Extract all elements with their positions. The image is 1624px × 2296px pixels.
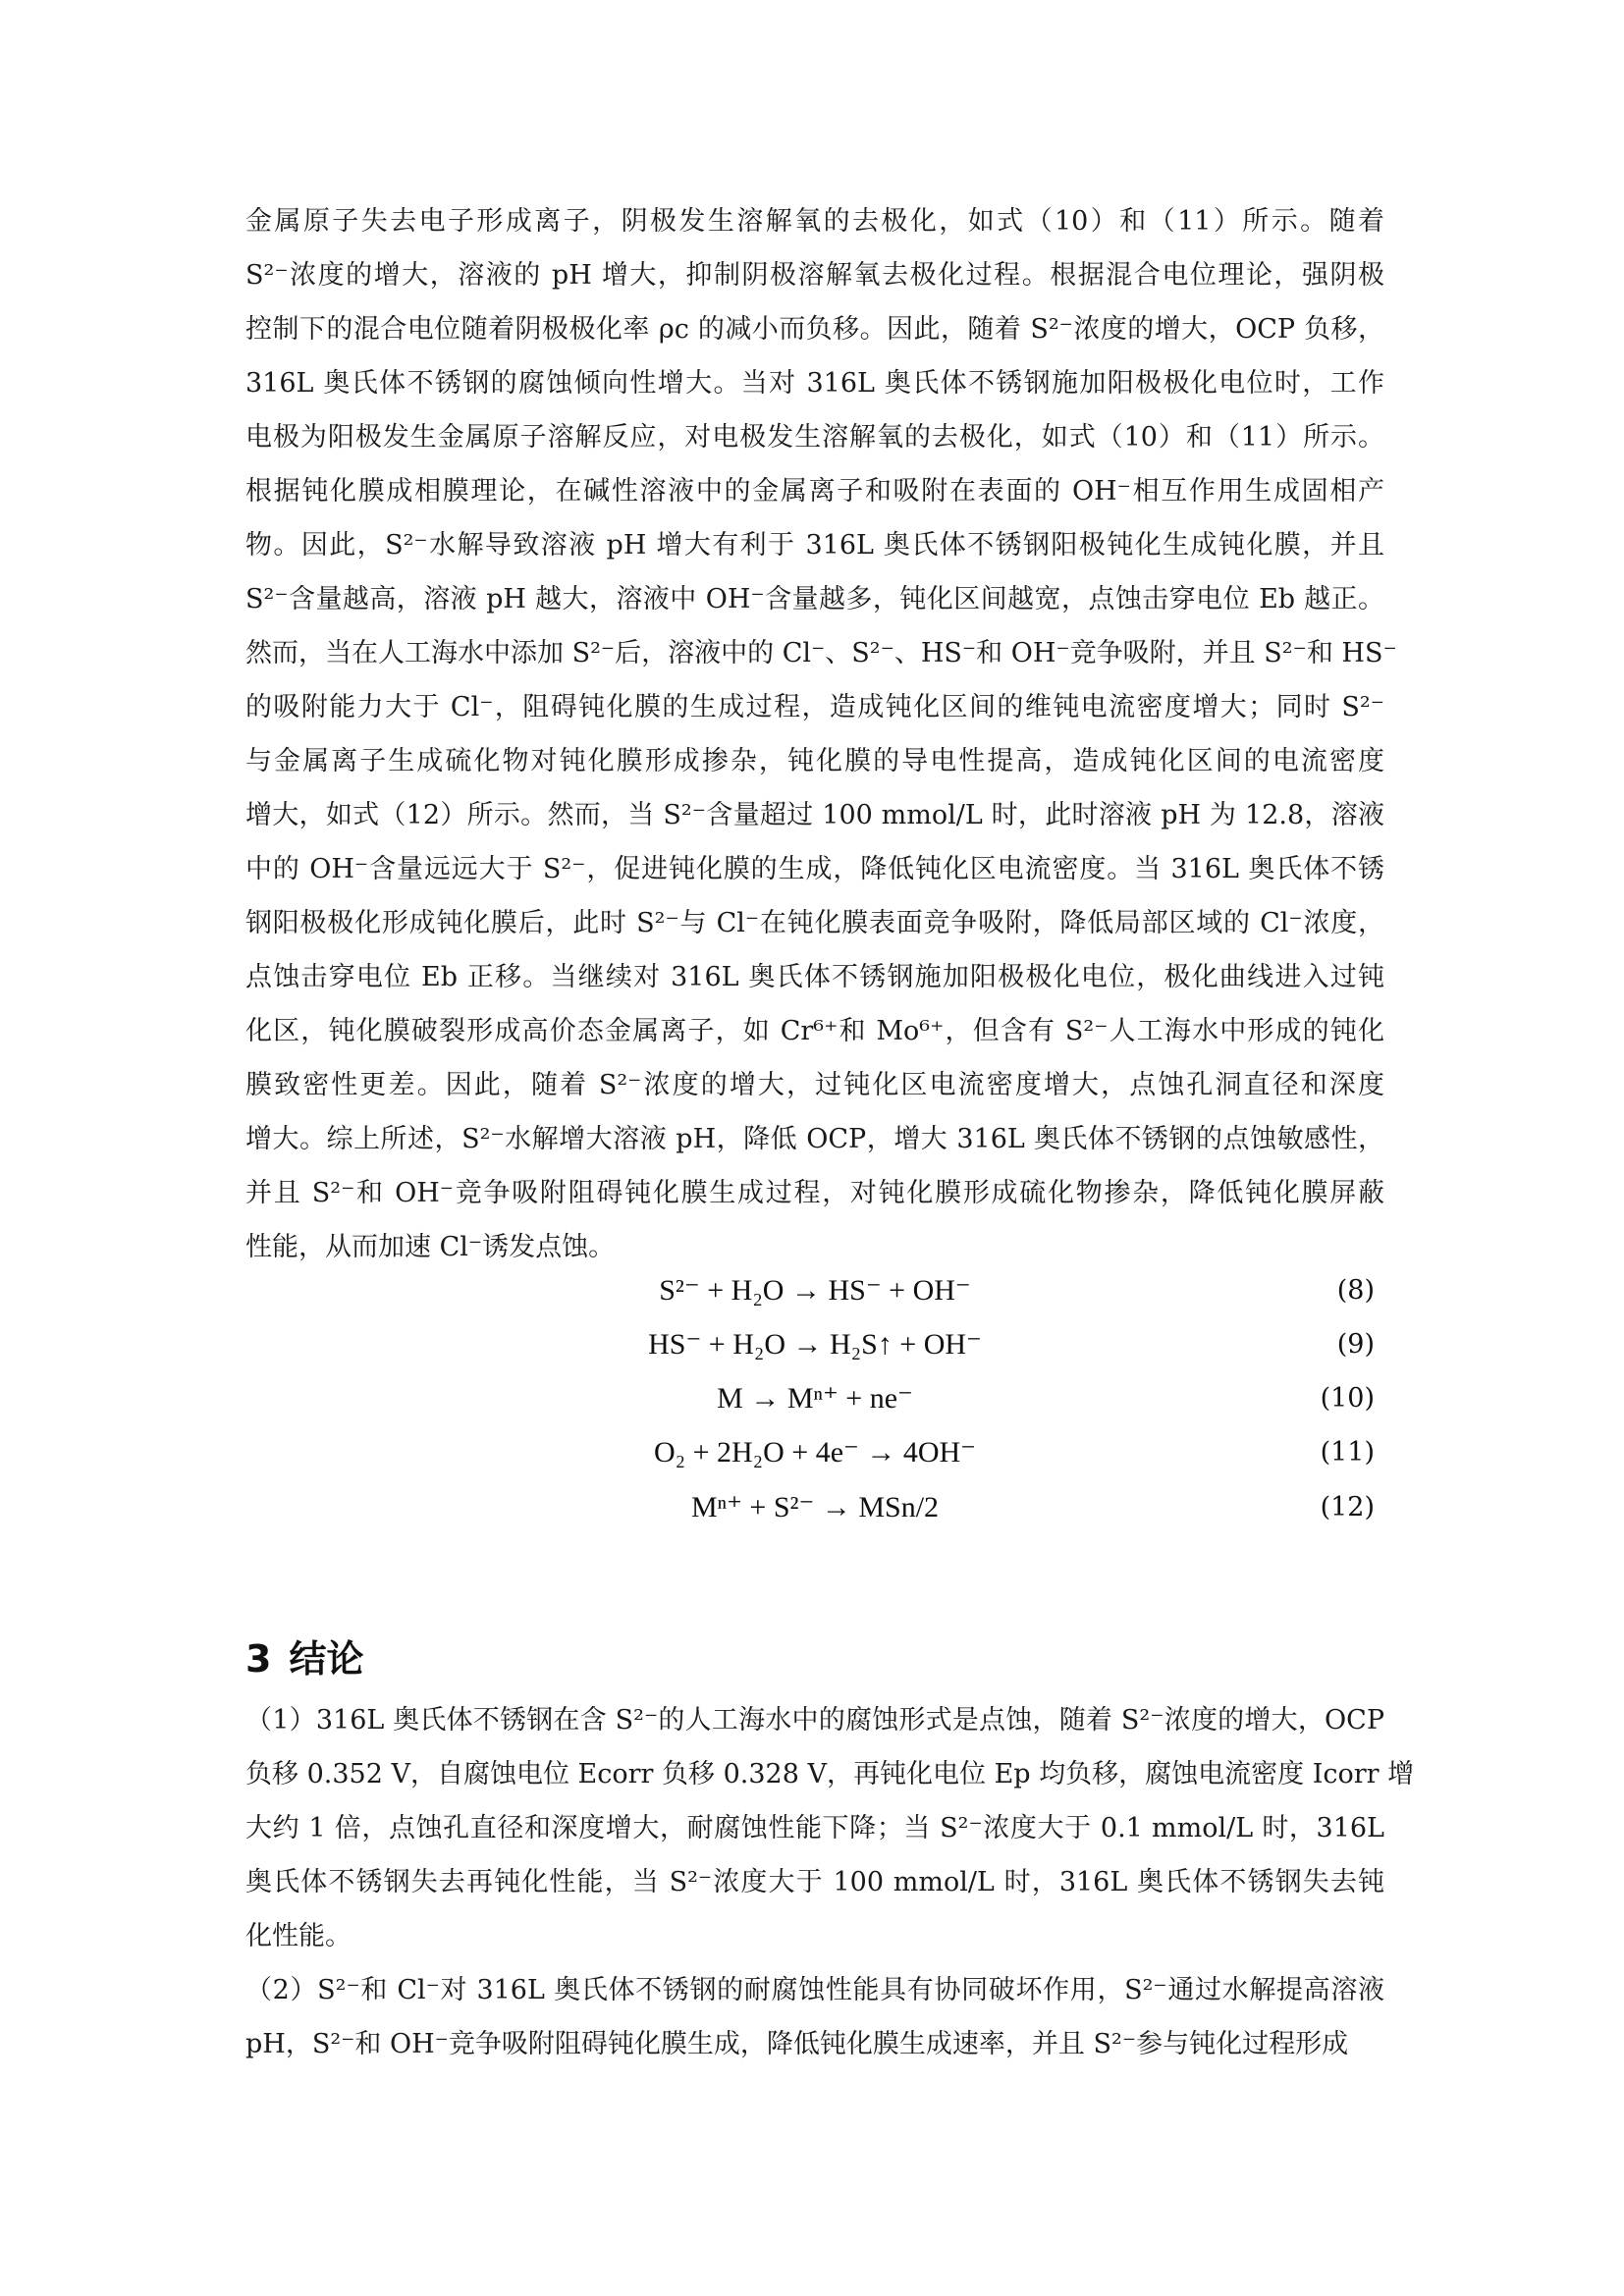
text-line <box>245 896 1384 950</box>
discussion-paragraph <box>245 194 1397 1274</box>
text-line <box>245 1112 1384 1166</box>
text-line-content: 负移 0.352 V，自腐蚀电位 Ecorr 负移 0.328 V，再钝化电位 Ep 均负移，腐蚀电流密度 Icorr 增 <box>245 1759 1415 1789</box>
text-line-content: 化性能。 <box>245 1921 352 1951</box>
section-number: 3 <box>245 1637 272 1681</box>
equation-10 <box>245 1371 1384 1425</box>
text-line <box>245 1058 1384 1112</box>
equation-12 <box>245 1480 1384 1534</box>
text-line <box>245 626 1397 680</box>
text-line <box>245 1747 1415 1801</box>
equation-number: (12) <box>1320 1492 1375 1522</box>
text-line-content: 的吸附能力大于 Cl⁻，阻碍钝化膜的生成过程，造成钝化区间的维钝电流密度增大；同时 S²⁻ <box>245 692 1384 722</box>
text-line-content: S²⁻浓度的增大，溶液的 pH 增大，抑制阴极溶解氧去极化过程。根据混合电位理论，强阴极 <box>245 260 1384 291</box>
text-line <box>245 572 1384 626</box>
equation-8 <box>245 1263 1384 1317</box>
text-line <box>245 2017 1384 2071</box>
text-line-content: 钢阳极极化形成钝化膜后，此时 S²⁻与 Cl⁻在钝化膜表面竞争吸附，降低局部区域的 Cl⁻浓度， <box>245 908 1384 938</box>
text-line-content: 金属原子失去电子形成离子，阴极发生溶解氧的去极化，如式（10）和（11）所示。随着 <box>245 206 1384 237</box>
equation-number: (8) <box>1336 1275 1375 1306</box>
text-line-content: 点蚀击穿电位 Eb 正移。当继续对 316L 奥氏体不锈钢施加阳极极化电位，极化曲线进入过钝 <box>245 962 1384 992</box>
text-line-content: 中的 OH⁻含量远远大于 S²⁻，促进钝化膜的生成，降低钝化区电流密度。当 316L 奥氏体不锈 <box>245 854 1384 884</box>
text-line <box>245 1963 1384 2017</box>
text-line-content: 膜致密性更差。因此，随着 S²⁻浓度的增大，过钝化区电流密度增大，点蚀孔洞直径和深度 <box>245 1070 1384 1100</box>
text-line <box>245 1004 1384 1058</box>
text-line-content: 性能，从而加速 Cl⁻诱发点蚀。 <box>245 1232 616 1262</box>
conclusion-paragraph-1 <box>245 1693 1415 1963</box>
text-line <box>245 788 1384 842</box>
text-line <box>245 518 1384 572</box>
text-line-content: 并且 S²⁻和 OH⁻竞争吸附阻碍钝化膜生成过程，对钝化膜形成硫化物掺杂，降低钝化膜屏蔽 <box>245 1178 1384 1208</box>
text-line <box>245 1166 1384 1220</box>
text-line <box>245 302 1384 356</box>
text-line-content: （2）S²⁻和 Cl⁻对 316L 奥氏体不锈钢的耐腐蚀性能具有协同破坏作用，S²⁻通过水解提高溶液 <box>245 1975 1384 2005</box>
equation-formula: HS⁻ + H₂O → H₂S↑ + OH⁻ <box>648 1328 982 1361</box>
text-line-content: （1）316L 奥氏体不锈钢在含 S²⁻的人工海水中的腐蚀形式是点蚀，随着 S²⁻浓度的增大，OCP <box>245 1705 1384 1735</box>
text-line-content: S²⁻含量越高，溶液 pH 越大，溶液中 OH⁻含量越多，钝化区间越宽，点蚀击穿电位 Eb 越正。 <box>245 584 1384 614</box>
text-line <box>245 1801 1384 1855</box>
text-line <box>245 464 1384 518</box>
equation-formula: O₂ + 2H₂O + 4e⁻ → 4OH⁻ <box>653 1436 977 1468</box>
text-line-content: 增大。综上所述，S²⁻水解增大溶液 pH，降低 OCP，增大 316L 奥氏体不锈钢的点蚀敏感性， <box>245 1124 1384 1154</box>
text-line-content: 化区，钝化膜破裂形成高价态金属离子，如 Cr⁶⁺和 Mo⁶⁺，但含有 S²⁻人工海水中形成的钝化 <box>245 1016 1384 1046</box>
section-title: 结论 <box>289 1637 364 1681</box>
text-line <box>245 248 1384 302</box>
section-heading <box>245 1629 363 1688</box>
text-line-content: 物。因此，S²⁻水解导致溶液 pH 增大有利于 316L 奥氏体不锈钢阳极钝化生成钝化膜，并且 <box>245 530 1384 561</box>
text-line-content: 316L 奥氏体不锈钢的腐蚀倾向性增大。当对 316L 奥氏体不锈钢施加阳极极化电位时，工作 <box>245 368 1384 399</box>
text-line-content: 电极为阳极发生金属原子溶解反应，对电极发生溶解氧的去极化，如式（10）和（11）所示。 <box>245 422 1384 453</box>
equation-11 <box>245 1425 1384 1479</box>
text-line <box>245 842 1384 896</box>
equation-formula: Mⁿ⁺ + S²⁻ → MSn/2 <box>690 1491 940 1523</box>
text-line-content: 然而，当在人工海水中添加 S²⁻后，溶液中的 Cl⁻、S²⁻、HS⁻和 OH⁻竞争吸附，并且 S²⁻和 HS⁻ <box>245 638 1397 668</box>
text-line-content: 与金属离子生成硫化物对钝化膜形成掺杂，钝化膜的导电性提高，造成钝化区间的电流密度 <box>245 746 1384 776</box>
text-line <box>245 356 1384 410</box>
text-line <box>245 194 1384 248</box>
text-line <box>245 410 1384 464</box>
text-line <box>245 1693 1384 1747</box>
text-line-content: 控制下的混合电位随着阴极极化率 ρc 的减小而负移。因此，随着 S²⁻浓度的增大，OCP 负移， <box>245 314 1384 345</box>
text-line-content: 大约 1 倍，点蚀孔直径和深度增大，耐腐蚀性能下降；当 S²⁻浓度大于 0.1 mmol/L 时，316L <box>245 1813 1384 1843</box>
equation-number: (10) <box>1320 1383 1375 1414</box>
text-line <box>245 950 1384 1004</box>
equation-9 <box>245 1317 1384 1371</box>
text-line <box>245 1909 1384 1963</box>
text-line-content: 增大，如式（12）所示。然而，当 S²⁻含量超过 100 mmol/L 时，此时溶液 pH 为 12.8，溶液 <box>245 800 1384 830</box>
equation-number: (9) <box>1336 1329 1375 1360</box>
equation-number: (11) <box>1320 1437 1375 1468</box>
text-line-content: 根据钝化膜成相膜理论，在碱性溶液中的金属离子和吸附在表面的 OH⁻相互作用生成固相产 <box>245 476 1384 507</box>
conclusion-paragraph-2 <box>245 1963 1384 2071</box>
text-line-content: 奥氏体不锈钢失去再钝化性能，当 S²⁻浓度大于 100 mmol/L 时，316L 奥氏体不锈钢失去钝 <box>245 1867 1384 1897</box>
equation-formula: S²⁻ + H₂O → HS⁻ + OH⁻ <box>659 1274 971 1307</box>
equation-formula: M → Mⁿ⁺ + ne⁻ <box>717 1382 913 1415</box>
text-line <box>245 1855 1384 1909</box>
text-line <box>245 680 1384 734</box>
text-line <box>245 734 1384 788</box>
text-line-content: pH，S²⁻和 OH⁻竞争吸附阻碍钝化膜生成，降低钝化膜生成速率，并且 S²⁻参与钝化过程形成 <box>245 2029 1349 2059</box>
